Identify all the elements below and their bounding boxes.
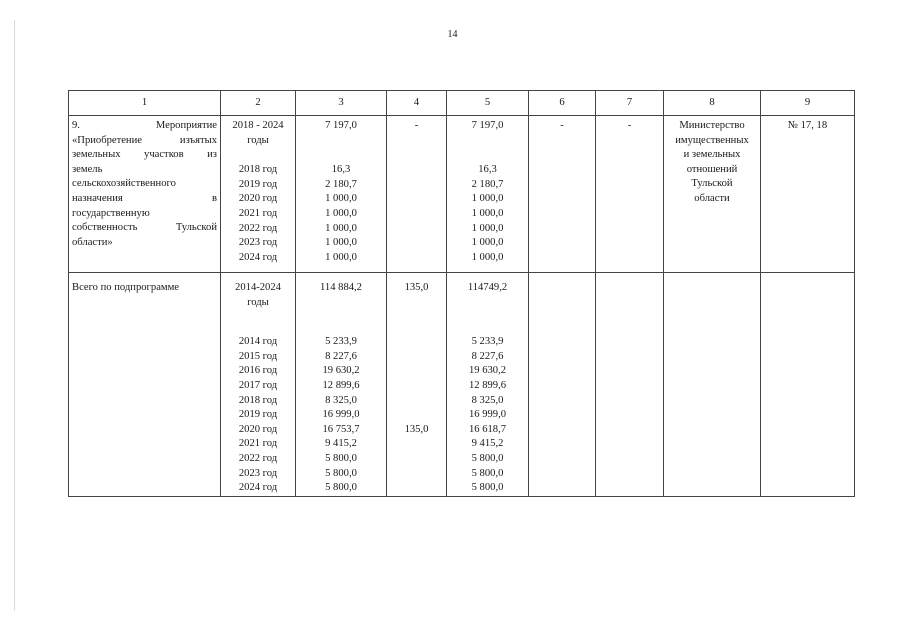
measure-name-line: назначения в: [72, 192, 217, 204]
value: 8 227,6: [471, 350, 504, 362]
header-cell-7: 7: [596, 91, 664, 116]
measure-name-line: земельных участков из: [72, 149, 217, 161]
value: 1 000,0: [325, 237, 357, 249]
measure-col5-cell: [447, 116, 529, 273]
total-value: -: [414, 120, 419, 131]
year-label: 2019 год: [238, 178, 278, 190]
value: [387, 364, 446, 379]
value: [387, 394, 446, 409]
total-value: 7 197,0: [471, 120, 504, 131]
value: 12 899,6: [468, 379, 507, 391]
total-col6-cell: [529, 273, 596, 497]
value: 16 999,0: [322, 409, 360, 421]
year-label: 2018 год: [238, 394, 278, 406]
value: 9 415,2: [471, 438, 504, 450]
funding-table: [68, 90, 855, 497]
value: 1 000,0: [471, 222, 504, 234]
table-row-measure-9: [69, 116, 855, 273]
value: 19 630,2: [322, 365, 360, 377]
year-label: 2014 год: [238, 336, 278, 348]
measure-name-line: государственную: [72, 207, 150, 219]
period-unit: годы: [247, 134, 269, 146]
value: 9 415,2: [325, 438, 357, 450]
value: [387, 335, 446, 350]
executor-line: отношений: [686, 163, 738, 175]
year-label: 2022 год: [238, 452, 278, 464]
total-col5-cell: [447, 273, 529, 497]
year-label: 2018 год: [238, 164, 278, 176]
executor-cell: [664, 116, 761, 273]
header-cell-9: 9: [761, 91, 855, 116]
value: 1 000,0: [471, 207, 504, 219]
measure-name-line: собственность Тульской: [72, 222, 217, 234]
total-name: Всего по подпрограмме: [72, 282, 180, 293]
measure-name-line: земель: [72, 163, 103, 175]
value: 16,3: [478, 164, 497, 176]
header-cell-5: 5: [447, 91, 529, 116]
year-label: 2022 год: [238, 222, 278, 234]
year-label: 2019 год: [238, 409, 278, 421]
value: 1 000,0: [325, 207, 357, 219]
measure-period-cell: [221, 116, 296, 273]
executor-line: Тульской: [691, 178, 733, 190]
header-cell-4: 4: [387, 91, 447, 116]
total-value: 7 197,0: [325, 120, 357, 131]
indicators-value: № 17, 18: [787, 120, 828, 131]
year-label: 2023 год: [238, 467, 278, 479]
scan-edge-mark: [14, 20, 15, 610]
value: 5 800,0: [325, 482, 357, 494]
value: 16 753,7: [322, 423, 360, 435]
year-label: 2020 год: [238, 423, 278, 435]
header-cell-3: 3: [296, 91, 387, 116]
col7-value: -: [627, 120, 632, 131]
indicators-cell: [761, 116, 855, 273]
value: 5 233,9: [471, 336, 504, 348]
value: 5 800,0: [325, 467, 357, 479]
year-label: 2024 год: [238, 482, 278, 494]
measure-name-line: 9. Мероприятие: [72, 120, 217, 131]
value: 16 618,7: [468, 423, 507, 435]
value: 8 325,0: [325, 394, 357, 406]
year-label: 2020 год: [238, 193, 278, 205]
total-period-cell: [221, 273, 296, 497]
value: [387, 350, 446, 365]
period-range: 2018 - 2024: [232, 120, 284, 131]
measure-name-line: «Приобретение изъятых: [72, 134, 217, 146]
total-col8-cell: [664, 273, 761, 497]
value: 1 000,0: [325, 193, 357, 205]
value: 19 630,2: [468, 365, 507, 377]
measure-col7-cell: [596, 116, 664, 273]
measure-col6-cell: [529, 116, 596, 273]
total-col3-cell: [296, 273, 387, 497]
value: 2 180,7: [471, 178, 504, 190]
value: 5 800,0: [325, 452, 357, 464]
period-unit: годы: [247, 296, 269, 308]
year-label: 2021 год: [238, 438, 278, 450]
measure-name-line: области»: [72, 236, 113, 248]
header-cell-1: 1: [69, 91, 221, 116]
value: 5 800,0: [471, 482, 504, 494]
total-value: 114 884,2: [320, 282, 362, 293]
executor-line: и земельных: [683, 149, 741, 161]
value: 16,3: [331, 164, 351, 176]
value: 5 233,9: [325, 336, 357, 348]
executor-line: имущественных: [675, 134, 749, 146]
header-cell-2: 2: [221, 91, 296, 116]
total-value: 114749,2: [467, 282, 508, 293]
value: 1 000,0: [471, 237, 504, 249]
year-label: 2016 год: [238, 365, 278, 377]
value: 1 000,0: [471, 251, 504, 263]
year-label: 2023 год: [238, 237, 278, 249]
value: 5 800,0: [471, 452, 504, 464]
header-cell-6: 6: [529, 91, 596, 116]
period-range: 2014-2024: [235, 282, 281, 293]
value: 1 000,0: [325, 222, 357, 234]
measure-col3-cell: [296, 116, 387, 273]
table-header-row: [69, 91, 855, 116]
measure-name-line: сельскохозяйственного: [72, 178, 176, 190]
value: 1 000,0: [471, 193, 504, 205]
measure-col4-cell: [387, 116, 447, 273]
value: 12 899,6: [322, 379, 360, 391]
header-cell-8: 8: [664, 91, 761, 116]
total-col4-cell: [387, 273, 447, 497]
total-value: 135,0: [404, 282, 429, 293]
year-label: 2024 год: [238, 251, 278, 263]
value: 1 000,0: [325, 251, 357, 263]
total-name-cell: [69, 273, 221, 497]
executor-line: области: [694, 192, 730, 204]
value: 8 227,6: [325, 350, 357, 362]
value: 5 800,0: [471, 467, 504, 479]
measure-name-cell: [69, 116, 221, 273]
value: 16 999,0: [468, 409, 507, 421]
value: [387, 379, 446, 394]
table-row-total: [69, 273, 855, 497]
page-number: 14: [447, 29, 458, 40]
total-col9-cell: [761, 273, 855, 497]
year-label: 2021 год: [238, 207, 278, 219]
value: 2 180,7: [325, 178, 357, 190]
year-label: 2015 год: [238, 350, 278, 362]
executor-line: Министерство: [679, 120, 745, 131]
year-label: 2017 год: [238, 379, 278, 391]
value: [387, 408, 446, 423]
col6-value: -: [560, 120, 564, 131]
value: 135,0: [404, 423, 429, 435]
value: 8 325,0: [471, 394, 504, 406]
total-col7-cell: [596, 273, 664, 497]
